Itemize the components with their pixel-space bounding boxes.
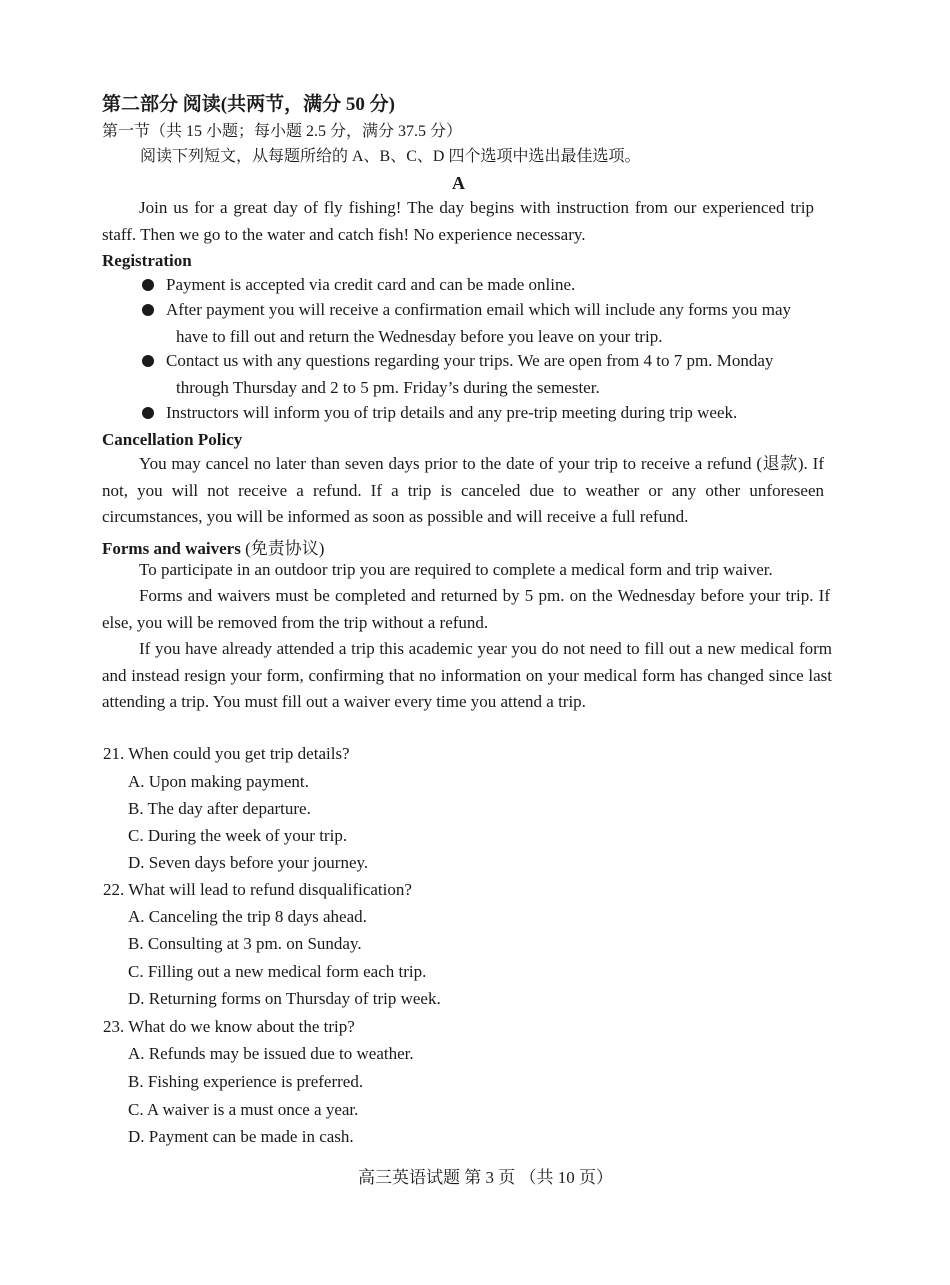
- question-option: D. Seven days before your journey.: [128, 853, 369, 872]
- question-option: C. Filling out a new medical form each trip.: [128, 962, 427, 981]
- question-option: A. Upon making payment.: [128, 772, 309, 791]
- registration-item: Contact us with any questions regarding your trips. We are open from 4 to 7 pm. Monday through Thursday and 2 to 5 pm. Friday’s during the semester.: [166, 348, 820, 401]
- question-stem: 22. What will lead to refund disqualification?: [103, 880, 412, 899]
- forms-heading-note: (免责协议): [245, 539, 325, 558]
- bullet-icon: [142, 355, 154, 367]
- question-option: A. Canceling the trip 8 days ahead.: [128, 907, 367, 926]
- page-footer: 高三英语试题 第 3 页 （共 10 页）: [358, 1168, 613, 1187]
- instruction: 阅读下列短文，从每题所给的 A、B、C、D 四个选项中选出最佳选项。: [140, 148, 641, 165]
- bullet-icon: [142, 304, 154, 316]
- forms-heading: Forms and waivers (免责协议): [102, 539, 325, 558]
- registration-item: Payment is accepted via credit card and can be made online.: [166, 272, 816, 299]
- question-stem: 21. When could you get trip details?: [103, 744, 350, 763]
- part-title: 第二部分 阅读(共两节，满分 50 分): [102, 94, 395, 115]
- section-title: 第一节（共 15 小题；每小题 2.5 分，满分 37.5 分）: [102, 123, 463, 140]
- passage-letter: A: [452, 173, 465, 193]
- question-stem: 23. What do we know about the trip?: [103, 1017, 355, 1036]
- question-option: C. During the week of your trip.: [128, 826, 348, 845]
- cancellation-text: You may cancel no later than seven days prior to the date of your trip to receive a refund (退款). If not, you will not receive a refund. If a trip is canceled due to weather or any other unforeseen circumstances, you will be informed as soon as possible and will receive a full refund.: [102, 454, 824, 526]
- question-option: A. Refunds may be issued due to weather.: [128, 1044, 414, 1063]
- question-option: B. The day after departure.: [128, 799, 311, 818]
- question-option: D. Payment can be made in cash.: [128, 1127, 354, 1146]
- bullet-icon: [142, 407, 154, 419]
- bullet-icon: [142, 279, 154, 291]
- question-option: D. Returning forms on Thursday of trip week.: [128, 989, 441, 1008]
- forms-paragraph: To participate in an outdoor trip you are required to complete a medical form and trip waiver.: [139, 560, 773, 579]
- question-option: B. Fishing experience is preferred.: [128, 1072, 364, 1091]
- forms-paragraph: Forms and waivers must be completed and returned by 5 pm. on the Wednesday before your trip. If else, you will be removed from the trip without a refund.: [102, 586, 830, 632]
- registration-item: After payment you will receive a confirmation email which will include any forms you may have to fill out and return the Wednesday before you leave on your trip.: [166, 297, 818, 350]
- passage-intro: Join us for a great day of fly fishing! The day begins with instruction from our experienced trip staff. Then we go to the water and catch fish! No experience necessary.: [102, 198, 814, 244]
- forms-paragraph: If you have already attended a trip this academic year you do not need to fill out a new medical form and instead resign your form, confirming that no information on your medical form has changed since last attending a trip. You must fill out a waiver every time you attend a trip.: [102, 639, 832, 711]
- cancellation-heading: Cancellation Policy: [102, 430, 243, 449]
- registration-heading: Registration: [102, 251, 192, 270]
- registration-item: Instructors will inform you of trip details and any pre-trip meeting during trip week.: [166, 400, 820, 427]
- question-option: C. A waiver is a must once a year.: [128, 1100, 359, 1119]
- question-option: B. Consulting at 3 pm. on Sunday.: [128, 934, 362, 953]
